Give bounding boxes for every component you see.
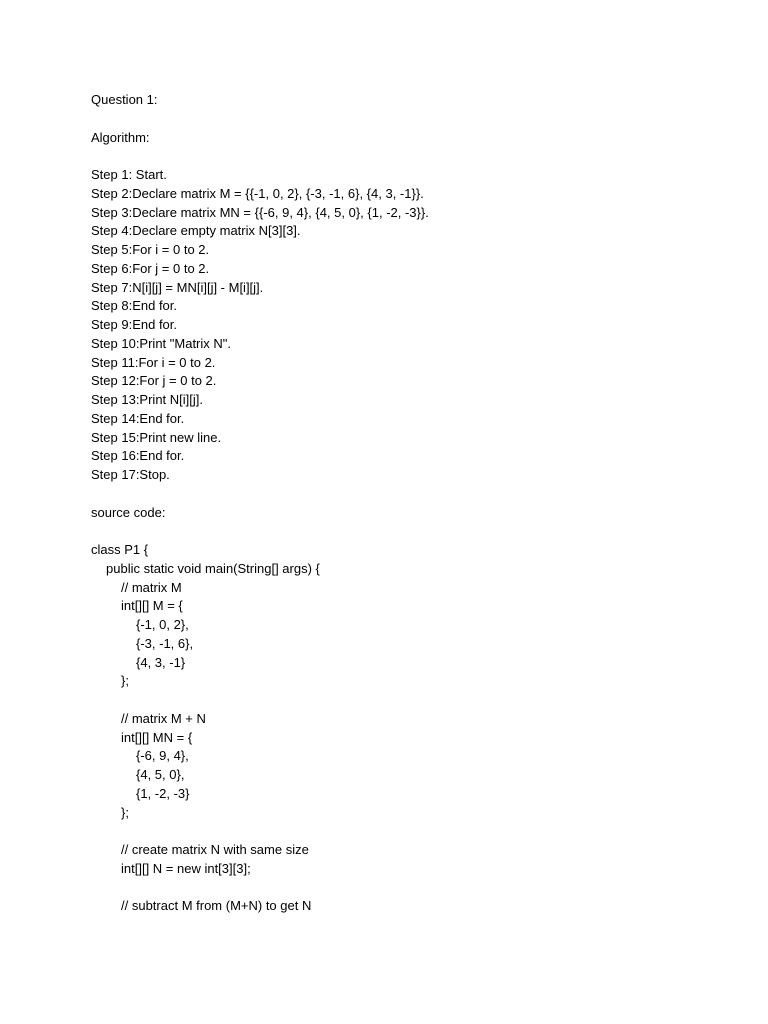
algorithm-step: Step 5:For i = 0 to 2. — [91, 242, 210, 257]
algorithm-step: Step 14:End for. — [91, 410, 185, 426]
code-line: }; — [121, 804, 129, 820]
code-line: {-1, 0, 2}, — [136, 617, 189, 632]
code-comment: // subtract M from (M+N) to get N — [121, 898, 312, 914]
algorithm-steps — [91, 166, 731, 485]
source-code-label: source code: — [91, 504, 166, 520]
code-line: {4, 3, -1} — [136, 654, 186, 670]
algorithm-step: Step 10:Print "Matrix N". — [91, 335, 231, 351]
spacer — [91, 485, 731, 504]
code-comment: // matrix M — [121, 579, 182, 595]
algorithm-step: Step 13:Print N[i][j]. — [91, 392, 203, 407]
document-body — [91, 91, 731, 916]
code-line: int[][] N = new int[3][3]; — [121, 860, 251, 876]
algorithm-step: Step 15:Print new line. — [91, 429, 222, 445]
algorithm-step: Step 7:N[i][j] = MN[i][j] - M[i][j]. — [91, 279, 264, 295]
algorithm-step: Step 8:End for. — [91, 298, 178, 314]
code-line: {-6, 9, 4}, — [136, 748, 189, 764]
algorithm-label: Algorithm: — [91, 129, 150, 145]
algorithm-step: Step 6:For j = 0 to 2. — [91, 260, 210, 276]
spacer — [91, 147, 731, 166]
question-heading: Question 1: — [91, 92, 158, 107]
algorithm-step: Step 9:End for. — [91, 317, 178, 332]
algorithm-step: Step 17:Stop. — [91, 467, 170, 482]
code-line: int[][] MN = { — [121, 729, 193, 745]
code-line: public static void main(String[] args) { — [106, 560, 320, 576]
algorithm-step: Step 4:Declare empty matrix N[3][3]. — [91, 223, 301, 239]
algorithm-step: Step 2:Declare matrix M = {{-1, 0, 2}, {-3, -1, 6}, {4, 3, -1}}. — [91, 185, 424, 201]
code-line: {4, 5, 0}, — [136, 767, 185, 782]
spacer — [91, 691, 731, 710]
spacer — [91, 110, 731, 129]
code-line: {-3, -1, 6}, — [136, 635, 194, 651]
spacer — [91, 822, 731, 841]
code-comment: // create matrix N with same size — [121, 842, 309, 857]
algorithm-step: Step 16:End for. — [91, 448, 185, 464]
algorithm-step: Step 12:For j = 0 to 2. — [91, 373, 217, 389]
code-line: int[][] M = { — [121, 598, 183, 614]
code-comment: // matrix M + N — [121, 710, 206, 726]
code-line: {1, -2, -3} — [136, 785, 190, 801]
spacer — [91, 522, 731, 541]
spacer — [91, 879, 731, 898]
code-line: class P1 { — [91, 542, 149, 557]
code-line: }; — [121, 673, 129, 689]
algorithm-step: Step 11:For i = 0 to 2. — [91, 354, 216, 370]
source-code-block — [91, 541, 731, 916]
algorithm-step: Step 3:Declare matrix MN = {{-6, 9, 4}, {4, 5, 0}, {1, -2, -3}}. — [91, 204, 429, 220]
algorithm-step: Step 1: Start. — [91, 167, 167, 182]
